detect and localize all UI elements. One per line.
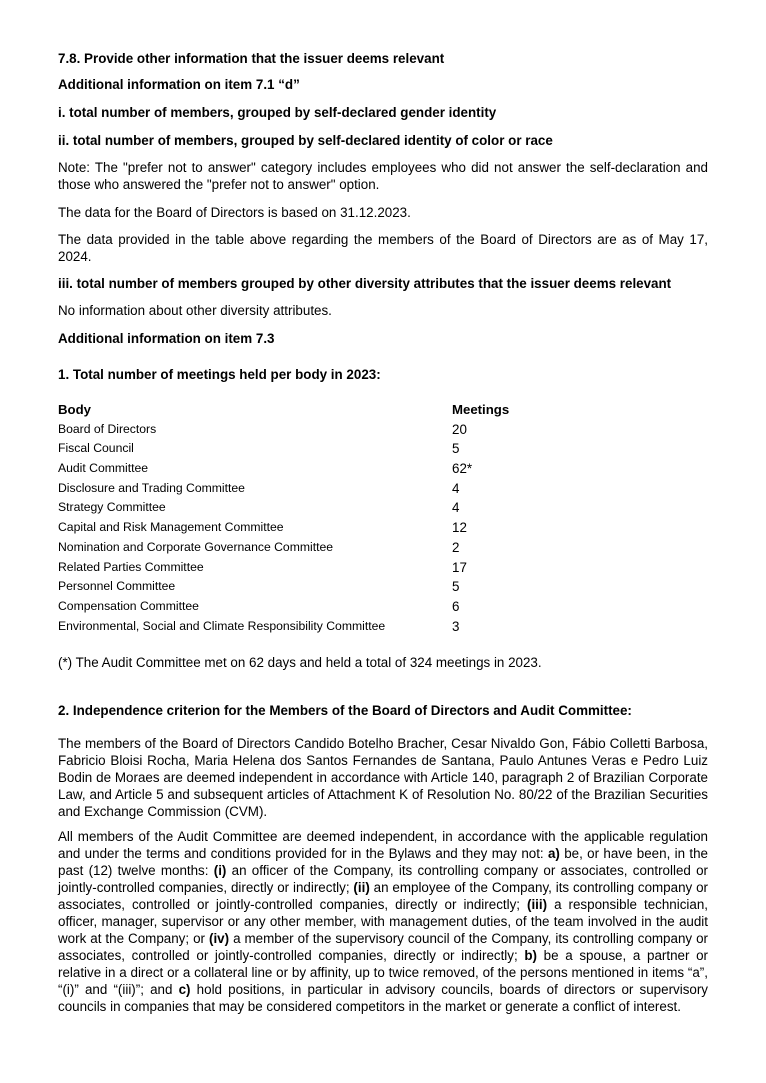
board-data-may-paragraph: The data provided in the table above regarding the members of the Board of Directors are as of May 17, 2024.	[58, 232, 708, 264]
row-meetings-count: 12	[452, 520, 467, 536]
table-row	[58, 597, 558, 617]
table-row	[58, 479, 558, 499]
marker-b: b)	[524, 948, 537, 963]
board-independence-paragraph: The members of the Board of Directors Candido Botelho Bracher, Cesar Nivaldo Gon, Fábio Colletti Barbosa, Fabricio Bloisi Rocha, Maria Helena dos Santos Fernandes de Santana, Paulo Antunes Veras e Pedro Luiz Bodin de Moraes are deemed independent in accordance with Article 140, paragraph 2 of Brazilian Corporate Law, and Article 5 and subsequent articles of Attachment K of Resolution No. 80/22 of the Brazilian Securities and Exchange Commission (CVM).	[58, 736, 708, 819]
row-meetings-count: 20	[452, 421, 467, 437]
table-row	[58, 498, 558, 518]
row-body-name: Related Parties Committee	[58, 559, 204, 574]
row-meetings-count: 2	[452, 539, 460, 555]
column-header-body: Body	[58, 402, 91, 417]
row-meetings-count: 4	[452, 500, 460, 516]
table-row	[58, 577, 558, 597]
row-body-name: Environmental, Social and Climate Responsibility Committee	[58, 618, 386, 633]
meetings-heading: 1. Total number of meetings held per body in 2023:	[58, 367, 381, 382]
item-ii-heading: ii. total number of members, grouped by self-declared identity of color or race	[58, 133, 553, 148]
additional-info-7-1-heading: Additional information on item 7.1 “d”	[58, 77, 300, 92]
marker-i: (i)	[213, 863, 227, 878]
note-paragraph: Note: The "prefer not to answer" category includes employees who did not answer the self-declaration and those who answered the "prefer not to answer" option.	[58, 160, 708, 192]
meetings-table	[58, 400, 558, 636]
table-row	[58, 558, 558, 578]
independence-heading: 2. Independence criterion for the Members of the Board of Directors and Audit Committee:	[58, 703, 632, 718]
row-meetings-count: 17	[452, 559, 467, 575]
marker-a: a)	[547, 846, 560, 861]
row-meetings-count: 62*	[452, 461, 473, 477]
paragraph-text: a responsible technician, officer, manager, supervisor or any other member, with management duties, of the team involved in the audit work at the Company; or	[58, 897, 709, 946]
row-meetings-count: 4	[452, 480, 460, 496]
row-body-name: Compensation Committee	[58, 598, 199, 613]
row-meetings-count: 5	[452, 441, 460, 457]
row-body-name: Audit Committee	[58, 461, 149, 476]
table-row	[58, 439, 558, 459]
marker-iii: (iii)	[527, 897, 548, 912]
paragraph-text: hold positions, in particular in advisory councils, boards of directors or supervisory councils in companies that may be considered competitors in the market or generate a conflict of interest.	[58, 982, 708, 1014]
table-header-row	[58, 400, 558, 420]
table-row	[58, 459, 558, 479]
item-i-heading: i. total number of members, grouped by self-declared gender identity	[58, 105, 497, 120]
marker-c: c)	[178, 982, 191, 997]
row-body-name: Nomination and Corporate Governance Committee	[58, 539, 334, 554]
row-body-name: Strategy Committee	[58, 500, 166, 515]
paragraph-text: be, or have been, in the past (12) twelve months:	[58, 846, 708, 878]
table-row	[58, 518, 558, 538]
table-row	[58, 538, 558, 558]
item-iii-heading: iii. total number of members grouped by other diversity attributes that the issuer deems relevant	[58, 276, 672, 291]
row-body-name: Capital and Risk Management Committee	[58, 520, 284, 535]
marker-ii: (ii)	[353, 880, 370, 895]
paragraph-text: be a spouse, a partner or relative in a direct or a collateral line or by affinity, up to twice removed, of the persons mentioned in items “a”, “(i)” and “(iii)”; and	[58, 948, 708, 997]
row-body-name: Board of Directors	[58, 421, 157, 436]
row-body-name: Fiscal Council	[58, 441, 134, 456]
row-body-name: Personnel Committee	[58, 579, 176, 594]
row-meetings-count: 5	[452, 579, 460, 595]
board-data-date-paragraph: The data for the Board of Directors is based on 31.12.2023.	[58, 205, 411, 220]
additional-info-7-3-heading: Additional information on item 7.3	[58, 331, 275, 346]
paragraph-text: an employee of the Company, its controlling company or associates, controlled or jointly-controlled companies, directly or indirectly;	[58, 880, 708, 912]
no-information-paragraph: No information about other diversity attributes.	[58, 303, 332, 318]
row-meetings-count: 3	[452, 618, 460, 634]
table-row	[58, 617, 558, 637]
paragraph-text: an officer of the Company, its controlling company or associates, controlled or jointly-controlled companies, directly or indirectly;	[58, 863, 708, 895]
section-heading-7-8: 7.8. Provide other information that the issuer deems relevant	[58, 51, 445, 66]
paragraph-text: All members of the Audit Committee are deemed independent, in accordance with the applicable regulation and under the terms and conditions provided for in the Bylaws and they may not:	[58, 829, 708, 861]
marker-iv: (iv)	[208, 931, 230, 946]
column-header-meetings: Meetings	[452, 402, 510, 417]
audit-committee-footnote: (*) The Audit Committee met on 62 days and held a total of 324 meetings in 2023.	[58, 655, 542, 670]
paragraph-text: a member of the supervisory council of the Company, its controlling company or associates, controlled or jointly-controlled companies, directly or indirectly;	[58, 931, 709, 963]
row-meetings-count: 6	[452, 598, 460, 614]
row-body-name: Disclosure and Trading Committee	[58, 480, 245, 495]
table-row	[58, 420, 558, 440]
audit-committee-independence-paragraph	[58, 828, 708, 1015]
